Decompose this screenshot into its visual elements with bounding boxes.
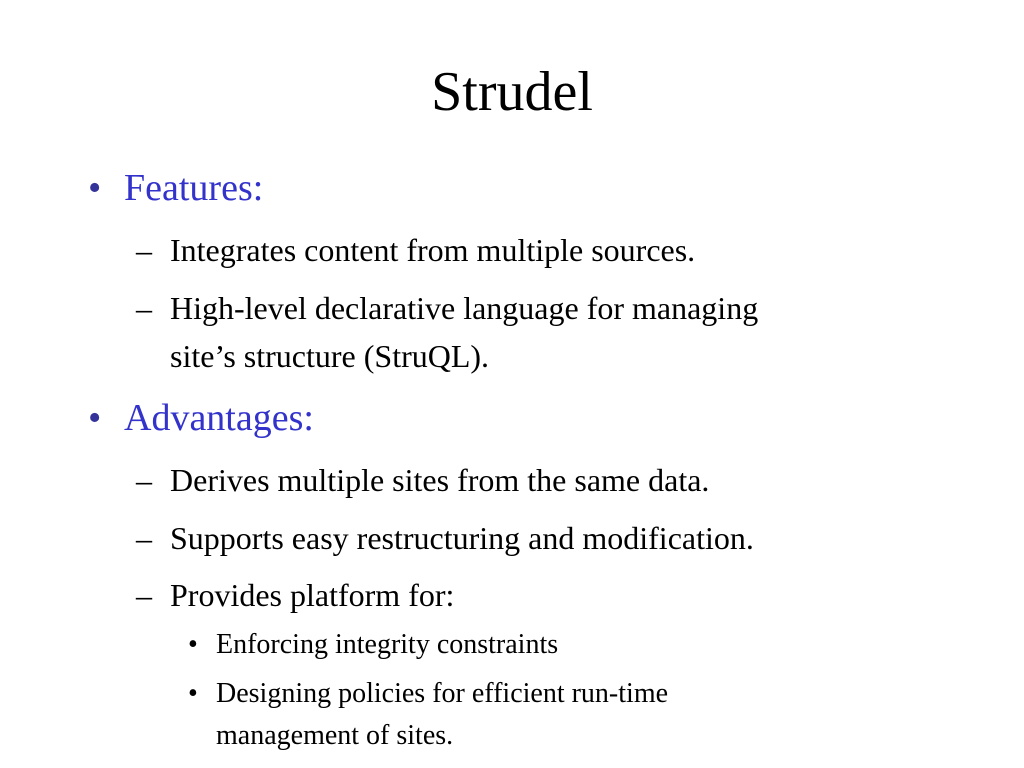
slide-title: Strudel (431, 61, 593, 123)
subsubitem-text: Enforcing integrity constraints (216, 629, 559, 660)
subitem-text-cont: site’s structure (StruQL). (170, 338, 490, 374)
subsubitem-text-cont: management of sites. (216, 720, 454, 751)
bullet-marker: • (88, 397, 102, 439)
dash-marker: – (136, 462, 152, 498)
bullet-marker: • (88, 167, 102, 209)
dash-marker: – (136, 232, 152, 268)
bullet-marker: • (188, 629, 198, 660)
heading-features: Features: (124, 167, 264, 209)
subitem-text: Provides platform for: (170, 577, 455, 613)
subitem-text: Derives multiple sites from the same data. (170, 462, 710, 498)
subitem-text: Supports easy restructuring and modification. (170, 520, 754, 556)
subsubitem-text: Designing policies for efficient run-time (216, 678, 669, 709)
dash-marker: – (136, 577, 152, 613)
heading-advantages: Advantages: (124, 397, 314, 439)
bullet-marker: • (188, 678, 198, 709)
subitem-text: Integrates content from multiple sources. (170, 232, 696, 268)
subitem-text: High-level declarative language for managing (170, 290, 759, 326)
dash-marker: – (136, 290, 152, 326)
dash-marker: – (136, 520, 152, 556)
